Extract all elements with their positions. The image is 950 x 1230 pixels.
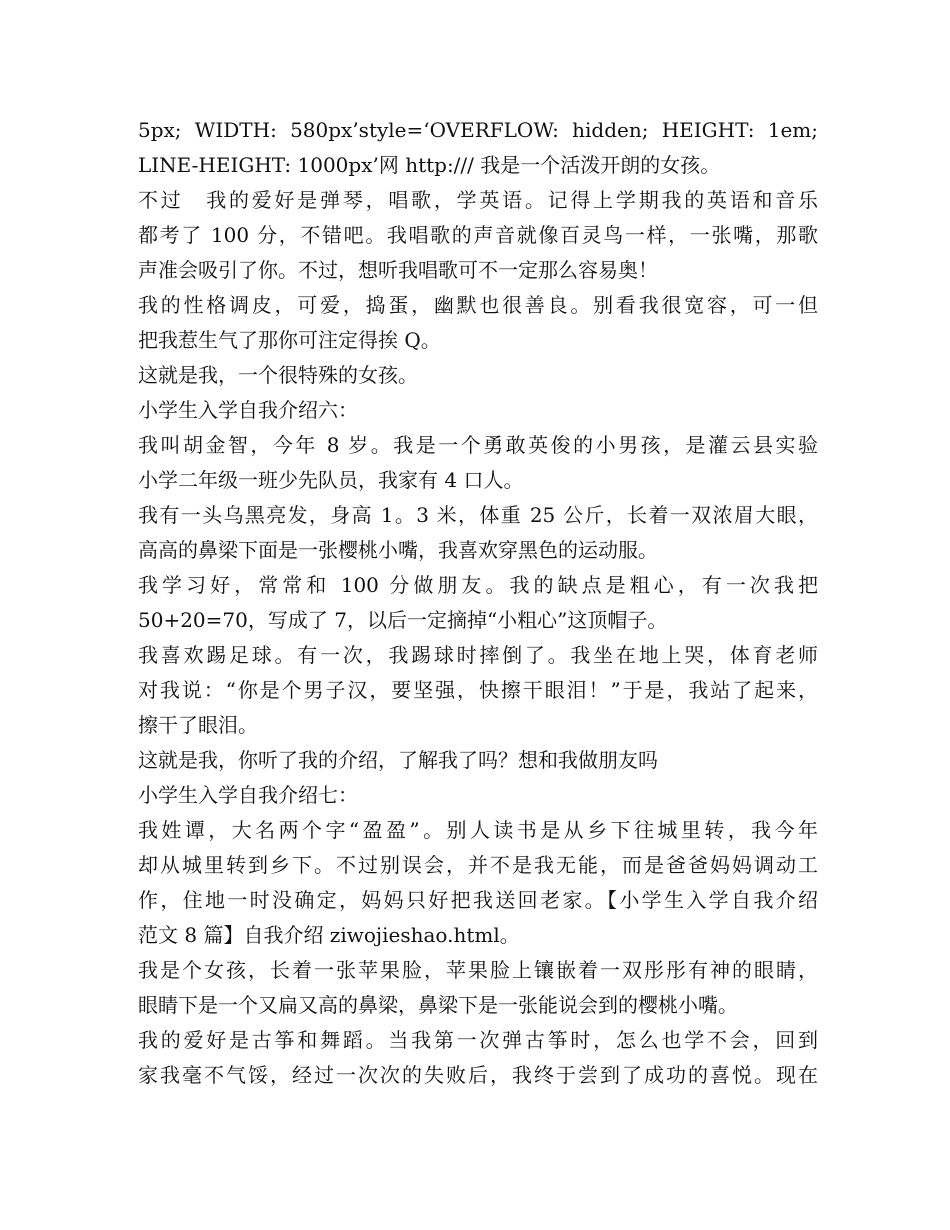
text-line: 这就是我，一个很特殊的女孩。 xyxy=(138,363,418,387)
text-line: 5px; WIDTH: 580px’style=‘OVERFLOW: hidden; HEIGHT: 1em; xyxy=(138,118,818,142)
text-line: 小学二年级一班少先队员，我家有 4 口人。 xyxy=(138,468,524,492)
text-line: 我学习好，常常和 100 分做朋友。我的缺点是粗心，有一次我把 xyxy=(138,573,818,597)
text-line: 我姓谭，大名两个字“盈盈”。别人读书是从乡下往城里转，我今年 xyxy=(138,818,818,842)
text-line: 把我惹生气了那你可注定得挨 Q。 xyxy=(138,328,441,352)
text-line: 不过 我的爱好是弹琴，唱歌，学英语。记得上学期我的英语和音乐 xyxy=(138,188,818,212)
text-line: 对我说：“你是个男子汉，要坚强，快擦干眼泪！”于是，我站了起来， xyxy=(138,678,818,702)
text-line: 我的爱好是古筝和舞蹈。当我第一次弹古筝时，怎么也学不会，回到 xyxy=(138,1028,818,1052)
section-heading: 小学生入学自我介绍六： xyxy=(138,398,358,422)
text-line: 作，住地一时没确定，妈妈只好把我送回老家。【小学生入学自我介绍 xyxy=(138,888,818,912)
text-line: 我喜欢踢足球。有一次，我踢球时摔倒了。我坐在地上哭，体育老师 xyxy=(138,643,818,667)
text-line: 却从城里转到乡下。不过别误会，并不是我无能，而是爸爸妈妈调动工 xyxy=(138,853,818,877)
text-line: 擦干了眼泪。 xyxy=(138,713,258,737)
text-line: 眼睛下是一个又扁又高的鼻梁，鼻梁下是一张能说会到的樱桃小嘴。 xyxy=(138,993,738,1017)
document-body xyxy=(138,113,818,1093)
text-line: 声准会吸引了你。不过，想听我唱歌可不一定那么容易奥！ xyxy=(138,258,658,282)
text-line: 我的性格调皮，可爱，捣蛋，幽默也很善良。别看我很宽容，可一但 xyxy=(138,293,818,317)
section-heading: 小学生入学自我介绍七： xyxy=(138,783,358,807)
text-line: 我有一头乌黑亮发，身高 1。3 米，体重 25 公斤，长着一双浓眉大眼， xyxy=(138,503,818,527)
text-line: 家我毫不气馁，经过一次次的失败后，我终于尝到了成功的喜悦。现在 xyxy=(138,1063,818,1087)
text-line: 我叫胡金智，今年 8 岁。我是一个勇敢英俊的小男孩，是灌云县实验 xyxy=(138,433,818,457)
text-line: 我是个女孩，长着一张苹果脸，苹果脸上镶嵌着一双彤彤有神的眼睛， xyxy=(138,958,818,982)
text-line: 范文 8 篇】自我介绍 ziwojieshao.html。 xyxy=(138,923,520,947)
text-line: 高高的鼻梁下面是一张樱桃小嘴，我喜欢穿黑色的运动服。 xyxy=(138,538,658,562)
text-line: 都考了 100 分，不错吧。我唱歌的声音就像百灵鸟一样，一张嘴，那歌 xyxy=(138,223,818,247)
text-line: LINE-HEIGHT: 1000px’网 http:/// 我是一个活泼开朗的女孩。 xyxy=(138,153,721,177)
text-line: 50+20=70，写成了 7，以后一定摘掉“小粗心”这顶帽子。 xyxy=(138,608,668,632)
text-line: 这就是我，你听了我的介绍，了解我了吗？想和我做朋友吗 xyxy=(138,748,658,772)
